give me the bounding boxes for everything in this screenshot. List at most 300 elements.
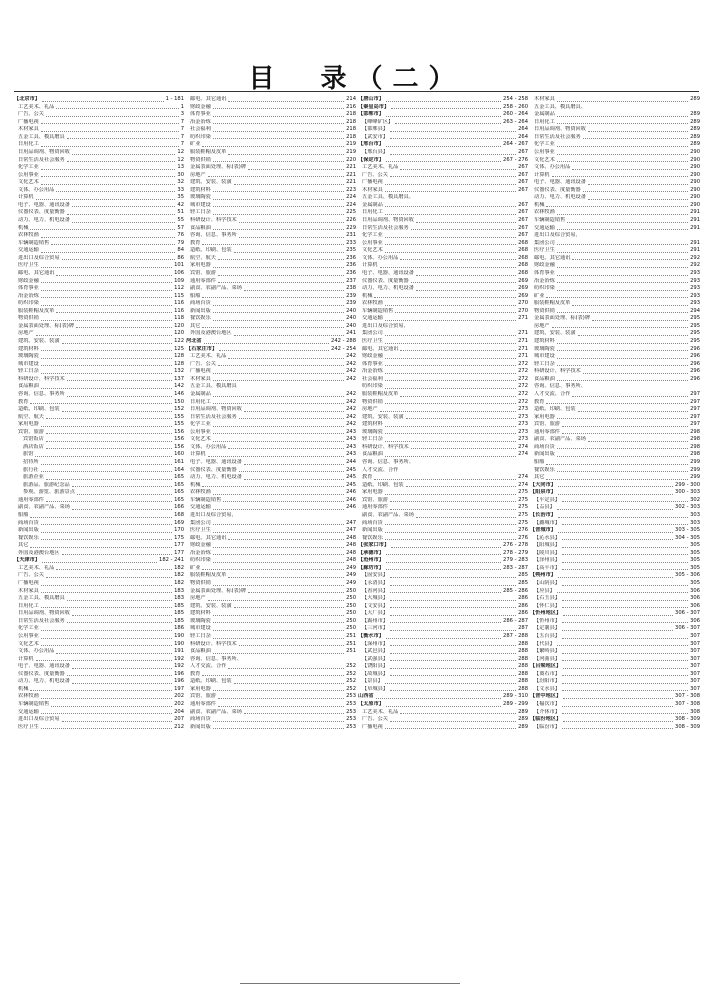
- dot-leader: [46, 501, 172, 502]
- toc-entry: [186, 391, 356, 399]
- toc-entry: [530, 330, 700, 338]
- toc-entry-label: 五金工具、模具磨具: [18, 133, 65, 140]
- toc-entry: [530, 157, 700, 165]
- dot-leader: [213, 630, 344, 631]
- toc-entry-page: 297: [690, 398, 700, 405]
- toc-entry-label: 商场百货: [18, 519, 39, 526]
- toc-entry: [186, 164, 356, 172]
- toc-entry: [358, 126, 528, 134]
- dot-leader: [557, 592, 688, 593]
- toc-entry-page: 294: [690, 307, 700, 314]
- dot-leader: [228, 358, 344, 359]
- dot-leader: [390, 653, 516, 654]
- toc-entry: [358, 278, 528, 286]
- dot-leader: [562, 554, 688, 555]
- dot-leader: [390, 622, 501, 623]
- toc-entry-page: 267: [518, 171, 528, 178]
- toc-entry-label: 【五台县】: [534, 632, 560, 639]
- toc-entry-label: 工艺美术、礼品: [190, 353, 227, 360]
- dot-leader: [391, 108, 501, 109]
- dot-leader: [385, 191, 516, 192]
- toc-entry: [358, 421, 528, 429]
- toc-entry-label: 【阜城县】: [362, 685, 388, 692]
- toc-entry: [530, 278, 700, 286]
- dot-leader: [390, 690, 516, 691]
- toc-entry: [358, 656, 528, 664]
- toc-entry-label: 餐饮娱乐: [362, 534, 383, 541]
- dot-leader: [228, 101, 344, 102]
- toc-entry: [14, 648, 184, 656]
- toc-entry-page: 137: [174, 375, 184, 382]
- toc-entry-label: 木材家具: [190, 375, 211, 382]
- toc-entry-page: 306: [690, 617, 700, 624]
- toc-entry-page: 224: [346, 201, 356, 208]
- dot-leader: [390, 600, 516, 601]
- dot-leader: [385, 252, 516, 253]
- toc-entry-page: 13: [177, 164, 184, 171]
- toc-entry: [186, 157, 356, 165]
- toc-entry-label: 房地产: [190, 595, 206, 602]
- toc-entry-label: 医疗卫生: [534, 247, 555, 254]
- toc-entry-page: 267: [518, 186, 528, 193]
- dot-leader: [386, 161, 501, 162]
- toc-entry: [530, 104, 700, 112]
- toc-entry: [358, 119, 528, 127]
- toc-entry-page: 57: [177, 224, 184, 231]
- toc-entry: [14, 232, 184, 240]
- toc-entry-page: 308 - 309: [675, 716, 700, 723]
- dot-leader: [557, 509, 673, 510]
- toc-entry: [530, 520, 700, 528]
- toc-entry-label: 木材家具: [18, 126, 39, 133]
- toc-entry-label: 机械: [18, 685, 29, 692]
- toc-entry-page: 285 - 286: [503, 587, 528, 594]
- toc-entry-label: 【晋城市】: [530, 527, 556, 534]
- dot-leader: [385, 494, 516, 495]
- toc-entry: [14, 610, 184, 618]
- toc-entry: [530, 641, 700, 649]
- toc-entry: [530, 565, 700, 573]
- toc-entry-label: 【邯郸市】: [358, 111, 384, 118]
- toc-entry: [14, 217, 184, 225]
- dot-leader: [239, 222, 344, 223]
- toc-entry-label: 动力、电力、机电设备: [18, 217, 70, 223]
- toc-entry: [14, 678, 184, 686]
- toc-entry: [14, 391, 184, 399]
- toc-entry-page: 1: [180, 103, 184, 110]
- toc-entry-label: 进出口及综合贸易: [18, 254, 60, 261]
- toc-entry: [358, 648, 528, 656]
- toc-entry-page: 304 - 305: [675, 534, 700, 541]
- dot-leader: [244, 479, 344, 480]
- dot-leader: [67, 380, 172, 381]
- dot-leader: [213, 214, 344, 215]
- dot-leader: [558, 494, 673, 495]
- toc-entry: [530, 482, 700, 490]
- toc-entry: [530, 671, 700, 679]
- dot-leader: [562, 653, 688, 654]
- dot-leader: [72, 668, 172, 669]
- toc-entry-label: 服装鞋帽及皮革: [190, 572, 227, 579]
- toc-entry-label: 交通运输: [18, 247, 39, 254]
- toc-entry-label: 交通运输: [190, 504, 211, 511]
- toc-entry: [358, 580, 528, 588]
- dot-leader: [41, 365, 172, 366]
- dot-leader: [41, 320, 172, 321]
- toc-entry-page: 305: [690, 542, 700, 549]
- toc-entry-page: 299: [690, 459, 700, 465]
- toc-entry: [530, 421, 700, 429]
- toc-entry-label: 餐饮娱乐: [190, 315, 211, 322]
- toc-entry: [14, 406, 184, 414]
- dot-leader: [202, 486, 344, 487]
- dot-leader: [546, 297, 688, 298]
- dot-leader: [56, 653, 172, 654]
- toc-entry: [186, 686, 356, 694]
- dot-leader: [218, 706, 344, 707]
- dot-leader: [213, 509, 344, 510]
- toc-entry: [186, 209, 356, 217]
- dot-leader: [67, 161, 176, 162]
- toc-entry-label: 商场百货: [190, 716, 211, 723]
- dot-leader: [36, 335, 173, 336]
- toc-entry-label: 城市建设: [534, 353, 555, 360]
- toc-entry-label: 动力、电力、机电设备: [362, 285, 414, 292]
- toc-entry-label: 广播电视: [18, 580, 39, 586]
- dot-leader: [558, 486, 673, 487]
- toc-entry: [530, 361, 700, 369]
- dot-leader: [385, 426, 516, 427]
- toc-entry-page: 146: [174, 390, 184, 397]
- toc-entry: [530, 96, 700, 104]
- toc-entry-label: 宾馆、旅游: [362, 496, 388, 503]
- dot-leader: [202, 297, 344, 298]
- toc-entry-label: 广告、公关: [18, 111, 44, 118]
- dot-leader: [385, 388, 516, 389]
- toc-entry-label: 宾馆、旅游: [534, 421, 560, 428]
- dot-leader: [234, 607, 345, 608]
- toc-entry-page: 177: [174, 549, 184, 556]
- toc-entry-page: 297: [690, 413, 700, 420]
- toc-entry-label: 【繁峙县】: [534, 648, 560, 655]
- dot-leader: [42, 101, 164, 102]
- toc-entry-label: 金属表面处理、标(表)牌: [18, 322, 74, 329]
- toc-entry-label: 通用零部件: [190, 277, 216, 284]
- dot-leader: [552, 176, 689, 177]
- toc-entry: [358, 134, 528, 142]
- toc-entry-label: 广播电视: [362, 179, 383, 186]
- toc-entry: [358, 701, 528, 709]
- dot-leader: [213, 305, 344, 306]
- dot-leader: [56, 569, 172, 570]
- toc-entry-label: 日常生活及社会服务: [18, 156, 65, 163]
- toc-entry: [358, 724, 528, 732]
- toc-entry: [186, 656, 356, 664]
- toc-entry-label: 电子、电器、通讯设备: [190, 459, 242, 465]
- toc-entry-page: 260 - 264: [503, 111, 528, 118]
- toc-entry: [358, 104, 528, 112]
- dot-leader: [400, 259, 516, 260]
- toc-entry-page: 229: [346, 224, 356, 231]
- toc-entry-label: 日用品调剂、物资回收: [190, 406, 242, 413]
- toc-entry-page: 248: [346, 557, 356, 564]
- toc-entry-label: 日常生活及社会服务: [534, 133, 581, 140]
- dot-leader: [67, 675, 172, 676]
- toc-entry-page: 253: [346, 693, 356, 700]
- toc-entry-label: 日常生活及社会服务: [18, 617, 65, 624]
- dot-leader: [228, 577, 344, 578]
- toc-entry-page: 305: [690, 580, 700, 586]
- toc-entry-label: 电子、电器、通讯设备: [534, 179, 586, 186]
- toc-entry-label: 车辆制造销售: [534, 217, 566, 223]
- toc-entry-page: 290: [690, 171, 700, 178]
- dot-leader: [563, 668, 688, 669]
- toc-entry-page: 55: [177, 217, 184, 223]
- toc-entry-page: 305: [690, 557, 700, 564]
- dot-leader: [385, 237, 516, 238]
- dot-leader: [62, 411, 173, 412]
- toc-entry-page: 233: [346, 239, 356, 246]
- toc-entry-page: 273: [518, 421, 528, 428]
- toc-entry: [186, 194, 356, 202]
- toc-entry: [358, 179, 528, 187]
- toc-entry: [358, 429, 528, 437]
- toc-entry-label: 【霸州市】: [362, 617, 388, 624]
- toc-entry-label: 房地产: [18, 330, 34, 337]
- toc-entry-label: 玻璃陶瓷: [534, 345, 555, 352]
- toc-entry: [186, 633, 356, 641]
- toc-entry-label: 医疗卫生: [18, 723, 39, 730]
- toc-entry-page: 122: [174, 338, 184, 344]
- toc-entry: [530, 376, 700, 384]
- toc-entry: [186, 444, 356, 452]
- toc-entry-page: 271: [518, 315, 528, 322]
- toc-entry-page: 183: [174, 595, 184, 602]
- toc-entry: [14, 693, 184, 701]
- toc-entry-page: 299 - 300: [675, 481, 700, 488]
- toc-entry-page: 272: [518, 375, 528, 382]
- toc-entry: [530, 709, 700, 717]
- toc-entry-page: 204: [174, 708, 184, 715]
- toc-entry: [530, 399, 700, 407]
- toc-entry: [186, 542, 356, 550]
- dot-leader: [213, 585, 344, 586]
- toc-entry-page: 308: [690, 708, 700, 715]
- toc-entry: [530, 353, 700, 361]
- toc-entry: [186, 625, 356, 633]
- dot-leader: [213, 441, 344, 442]
- toc-entry-page: 243: [346, 451, 356, 458]
- dot-leader: [385, 184, 516, 185]
- dot-leader: [41, 131, 179, 132]
- toc-entry-page: 267: [518, 201, 528, 208]
- toc-entry: [358, 603, 528, 611]
- dot-leader: [41, 645, 172, 646]
- toc-entry: [358, 262, 528, 270]
- toc-entry-label: 宾馆饭店: [23, 436, 44, 443]
- dot-leader: [234, 184, 345, 185]
- dot-leader: [557, 267, 688, 268]
- toc-entry-page: 296: [690, 353, 700, 360]
- toc-entry-label: 新闻出版: [190, 723, 211, 730]
- toc-entry-label: 广告、公关: [362, 171, 388, 178]
- toc-entry-page: 286 - 287: [503, 617, 528, 624]
- toc-entry: [14, 603, 184, 611]
- dot-leader: [390, 509, 516, 510]
- toc-entry-page: 33: [177, 186, 184, 193]
- dot-leader: [213, 131, 344, 132]
- dot-leader: [386, 638, 501, 639]
- toc-entry: [186, 618, 356, 626]
- toc-entry-page: 253: [346, 723, 356, 730]
- toc-entry: [186, 383, 356, 391]
- toc-entry-label: 【廊坊市】: [358, 564, 384, 571]
- toc-entry-label: 【大同市】: [530, 481, 556, 488]
- toc-entry-label: 金属制品: [362, 201, 383, 208]
- toc-entry: [186, 293, 356, 301]
- toc-entry-page: 290: [690, 179, 700, 186]
- dot-leader: [385, 441, 516, 442]
- toc-entry-label: 机械: [534, 201, 545, 208]
- toc-entry-page: 285: [518, 572, 528, 579]
- toc-entry-label: 交通运输: [362, 315, 383, 322]
- dot-leader: [558, 532, 673, 533]
- toc-entry-label: 进出口及综合贸易、: [534, 232, 581, 239]
- toc-entry-label: 纺织印染: [18, 300, 39, 307]
- toc-entry: [186, 474, 356, 482]
- toc-entry-page: 197: [174, 685, 184, 692]
- toc-entry-label: 【汾阳市】: [534, 678, 560, 685]
- dot-leader: [385, 683, 516, 684]
- toc-entry-label: 公用事业: [18, 632, 39, 639]
- dot-leader: [41, 524, 172, 525]
- toc-entry: [14, 671, 184, 679]
- toc-entry-label: 科研设计、科学技术: [534, 368, 581, 375]
- toc-entry-page: 218: [346, 118, 356, 125]
- toc-entry-label: 造纸、印刷、包装: [534, 406, 576, 413]
- toc-entry: [14, 300, 184, 308]
- toc-entry: [186, 376, 356, 384]
- toc-entry-page: 299: [690, 466, 700, 473]
- toc-entry-label: 物资供销: [190, 580, 211, 586]
- dot-leader: [213, 721, 344, 722]
- dot-leader: [41, 123, 179, 124]
- toc-entry-page: 202: [174, 701, 184, 707]
- dot-leader: [208, 600, 345, 601]
- toc-entry-label: 建筑、安装、装潢: [362, 413, 404, 420]
- dot-leader: [385, 456, 516, 457]
- dot-leader: [385, 433, 516, 434]
- toc-entry-label: 其它: [534, 474, 545, 481]
- toc-entry-page: 292: [690, 262, 700, 269]
- toc-entry: [186, 557, 356, 565]
- toc-entry: [530, 678, 700, 686]
- toc-entry: [14, 595, 184, 603]
- toc-entry-page: 307: [690, 678, 700, 685]
- toc-entry-label: 【北京市】: [14, 96, 40, 102]
- toc-entry-label: 造纸、印刷、包装: [362, 481, 404, 488]
- dot-leader: [578, 335, 689, 336]
- toc-entry-page: 219: [346, 141, 356, 148]
- toc-entry-label: 【临汾市】: [534, 723, 560, 730]
- toc-entry-label: 玻璃陶瓷: [190, 617, 211, 624]
- toc-entry-page: 288: [518, 648, 528, 655]
- toc-entry: [530, 686, 700, 694]
- toc-entry-page: 293: [690, 292, 700, 299]
- toc-entry-label: 餐饮娱乐: [18, 534, 39, 541]
- toc-entry-page: 252: [346, 670, 356, 677]
- dot-leader: [557, 645, 688, 646]
- dot-leader: [562, 675, 688, 676]
- dot-leader: [390, 592, 501, 593]
- dot-leader: [583, 373, 688, 374]
- toc-entry-page: 242: [346, 390, 356, 397]
- toc-entry-page: 190: [174, 640, 184, 647]
- toc-entry-page: 248: [346, 549, 356, 556]
- dot-leader: [244, 411, 344, 412]
- dot-leader: [46, 448, 172, 449]
- toc-entry: [530, 489, 700, 497]
- dot-leader: [558, 517, 688, 518]
- toc-entry: [186, 270, 356, 278]
- toc-entry: [358, 202, 528, 210]
- toc-entry-label: 宾馆、旅游: [190, 693, 216, 700]
- toc-entry-label: 【邢台县】: [362, 148, 388, 155]
- toc-entry: [358, 527, 528, 535]
- toc-entry: [186, 119, 356, 127]
- toc-entry-label: 计算机: [18, 655, 34, 662]
- toc-entry-label: 进出口及综合贸易、: [362, 322, 409, 329]
- toc-entry-label: 广告、公关: [18, 572, 44, 579]
- toc-entry-label: 矿业: [190, 564, 201, 571]
- toc-entry: [530, 300, 700, 308]
- dot-leader: [213, 123, 344, 124]
- toc-entry-page: 285: [518, 580, 528, 586]
- toc-entry: [14, 489, 184, 497]
- dot-leader: [30, 229, 175, 230]
- toc-entry: [14, 209, 184, 217]
- toc-entry-label: 旅馆: [23, 451, 34, 458]
- toc-entry: [186, 399, 356, 407]
- dot-leader: [385, 305, 516, 306]
- toc-entry: [14, 255, 184, 263]
- toc-entry-label: 建筑材料: [534, 338, 555, 344]
- toc-entry: [530, 141, 700, 149]
- dot-leader: [567, 222, 688, 223]
- dot-leader: [42, 562, 157, 563]
- toc-entry-page: 30: [177, 171, 184, 178]
- toc-entry: [14, 376, 184, 384]
- toc-entry: [14, 368, 184, 376]
- toc-entry: [530, 474, 700, 482]
- dot-leader: [213, 396, 344, 397]
- toc-entry-label: 船舶: [18, 511, 29, 518]
- dot-leader: [67, 138, 179, 139]
- toc-entry-page: 307: [690, 655, 700, 662]
- toc-entry-page: 243: [346, 443, 356, 450]
- toc-entry: [530, 149, 700, 157]
- toc-entry: [358, 315, 528, 323]
- dot-leader: [41, 358, 172, 359]
- bottom-rule: [240, 983, 460, 984]
- dot-leader: [390, 577, 516, 578]
- dot-leader: [386, 116, 501, 117]
- toc-entry: [14, 482, 184, 490]
- toc-entry: [14, 429, 184, 437]
- toc-entry: [14, 656, 184, 664]
- toc-entry: [358, 716, 528, 724]
- dot-leader: [56, 191, 175, 192]
